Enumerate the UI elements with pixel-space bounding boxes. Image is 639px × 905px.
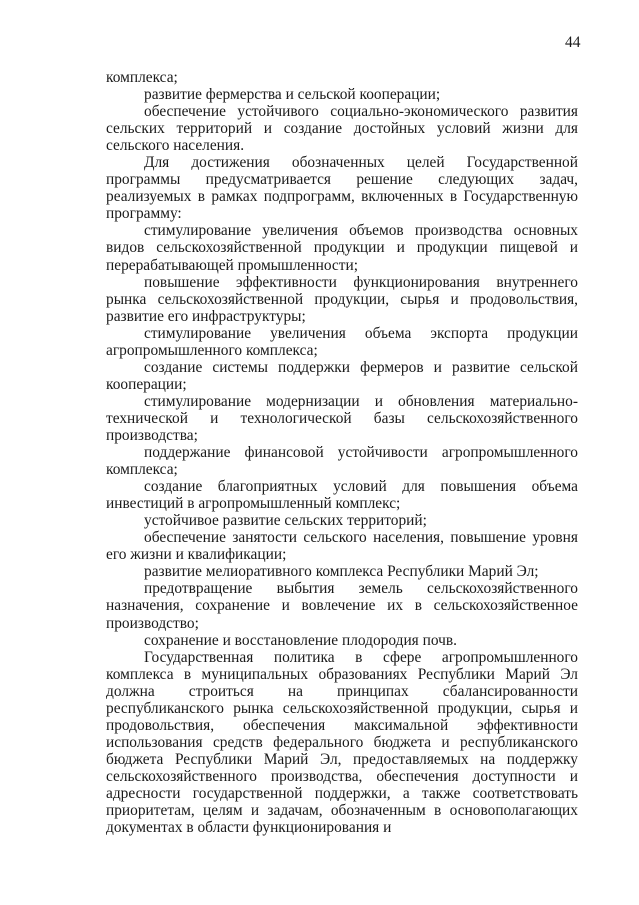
paragraph: создание системы поддержки фермеров и развитие сельской кооперации; xyxy=(106,358,578,393)
paragraph: обеспечение занятости сельского населения, повышение уровня его жизни и квалификации; xyxy=(106,529,578,564)
paragraph: сохранение и восстановление плодородия почв. xyxy=(144,631,457,649)
paragraph: создание благоприятных условий для повышения объема инвестиций в агропромышленный комплекс; xyxy=(106,478,578,513)
paragraph: Для достижения обозначенных целей Государственной программы предусматривается решение следующих задач, реализуемых в рамках подпрограмм, включенных в Государственную программу: xyxy=(106,154,578,223)
paragraph: поддержание финансовой устойчивости агропромышленного комплекса; xyxy=(106,444,578,479)
document-body xyxy=(106,69,578,836)
paragraph: стимулирование модернизации и обновления материально-технической и технологической базы сельскохозяйственного производства; xyxy=(106,392,578,444)
paragraph: стимулирование увеличения объемов производства основных видов сельскохозяйственной продукции и продукции пищевой и перерабатывающей промышленности; xyxy=(106,222,578,274)
paragraph: стимулирование увеличения объема экспорта продукции агропромышленного комплекса; xyxy=(106,324,578,359)
paragraph: развитие фермерства и сельской кооперации; xyxy=(144,86,441,104)
paragraph: комплекса; xyxy=(106,69,178,86)
paragraph: устойчивое развитие сельских территорий; xyxy=(144,512,427,530)
paragraph: обеспечение устойчивого социально-экономического развития сельских территорий и создание достойных условий жизни для сельского населения. xyxy=(106,103,578,155)
paragraph: предотвращение выбытия земель сельскохозяйственного назначения, сохранение и вовлечение их в сельскохозяйственное производство; xyxy=(106,580,578,632)
paragraph: развитие мелиоративного комплекса Республики Марий Эл; xyxy=(144,563,539,581)
paragraph: повышение эффективности функционирования внутреннего рынка сельскохозяйственной продукции, сырья и продовольствия, развитие его инфраструктуры; xyxy=(106,273,578,325)
page-number: 44 xyxy=(565,34,581,51)
paragraph: Государственная политика в сфере агропромышленного комплекса в муниципальных образованиях Республики Марий Эл должна строиться на принципах сбалансированности республиканского рынка сельскохозяйственной продукции, сырья и продовольствия, обеспечения максимальной эффективности использования средств федерального бюджета и республиканского бюджета Республики Марий Эл, предоставляемых на поддержку сельскохозяйственного производства, обеспечения доступности и адресности государственной поддержки, а также соответствовать приоритетам, целям и задачам, обозначенным в основополагающих документах в области функционирования и xyxy=(106,648,578,837)
